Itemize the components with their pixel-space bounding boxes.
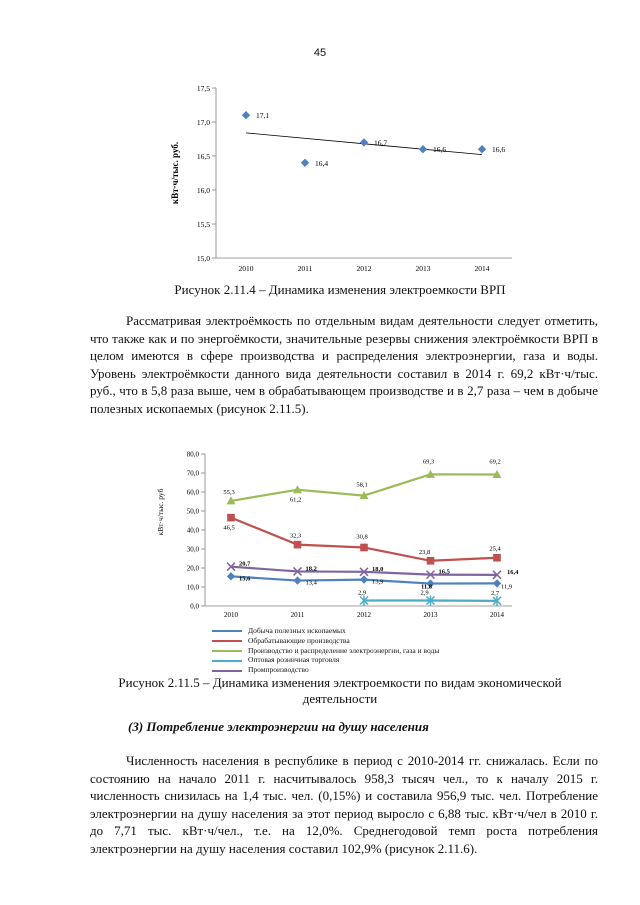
legend-swatch — [212, 656, 242, 665]
page-number: 45 — [313, 47, 327, 59]
data-point — [227, 514, 235, 522]
x-tick-label: 2013 — [415, 264, 431, 273]
data-point — [360, 575, 368, 583]
legend-line — [212, 660, 242, 662]
data-point — [227, 572, 235, 580]
x-tick-label: 2013 — [423, 611, 438, 619]
y-tick-label: 10,0 — [186, 583, 199, 592]
data-point — [493, 554, 501, 562]
data-label: 2,9 — [357, 589, 367, 597]
data-label: 16,6 — [433, 145, 447, 155]
data-label: 25,4 — [489, 545, 501, 553]
legend-line — [212, 670, 242, 672]
data-point — [493, 579, 501, 587]
paragraph-population-consumption: Численность населения в республике в период с 2010-2014 гг. снижалась. Если по состоянию на начало 2011 г. насчитывалось 958,3 тысяч чел., то к началу 2015 г. численность снизилась на 1,4 тыс. чел. (0,15%) и составила 956,9 тыс. чел. Потребление электроэнергии на душу населения за этот период выросло с 6,88 тыс. кВт·ч/чел в 2010 г. до 7,71 тыс. кВт·ч/чел., т.е. на 12,0%. Среднегодовой темп роста потребления электроэнергии на душу населения составил 102,9% (рисунок 2.11.6). — [90, 753, 598, 856]
legend-item — [212, 655, 512, 665]
y-tick-label: 20,0 — [186, 564, 199, 573]
data-label: 13,4 — [305, 579, 317, 587]
legend-item — [212, 646, 512, 656]
legend-item — [212, 636, 512, 646]
y-tick-label: 40,0 — [186, 526, 199, 535]
data-label: 23,8 — [418, 548, 431, 556]
x-tick-label: 2014 — [474, 264, 490, 273]
y-tick-label: 30,0 — [186, 545, 199, 554]
legend-swatch — [212, 666, 242, 675]
data-label: 16,6 — [492, 145, 506, 155]
y-tick-label: 15,0 — [196, 254, 210, 263]
y-tick-label: 16,0 — [196, 186, 210, 195]
legend-line — [212, 630, 242, 632]
data-point — [294, 541, 302, 549]
data-label: 16,4 — [315, 158, 329, 168]
legend-item — [212, 665, 512, 675]
data-label: 61,2 — [289, 496, 302, 504]
data-label: 13,9 — [372, 578, 384, 586]
data-label: 69,2 — [489, 458, 501, 466]
legend-label: Обрабатывающие производства — [248, 635, 350, 645]
y-tick-label: 17,0 — [196, 118, 210, 127]
y-tick-label: 16,5 — [196, 152, 210, 161]
data-label: 11,9 — [501, 583, 513, 591]
legend-swatch — [212, 626, 242, 635]
legend-line — [212, 640, 242, 642]
data-label: 16,7 — [374, 138, 388, 148]
data-label: 15,6 — [239, 575, 251, 583]
data-label: 69,3 — [422, 458, 435, 466]
data-label: 55,3 — [223, 488, 235, 496]
x-tick-label: 2012 — [356, 264, 372, 273]
legend-label: Добыча полезных ископаемых — [248, 626, 346, 635]
y-axis-label: кВт·ч/тыс. руб — [156, 488, 165, 536]
figure-caption-2-11-5 — [90, 675, 590, 707]
x-tick-label: 2011 — [290, 611, 305, 619]
data-label: 32,3 — [289, 532, 302, 540]
legend-item — [212, 626, 512, 636]
y-tick-label: 70,0 — [186, 469, 199, 478]
data-label: 2,9 — [420, 589, 429, 597]
data-label: 16,5 — [438, 568, 450, 576]
data-label: 18,0 — [372, 565, 384, 573]
data-point — [427, 557, 435, 565]
legend-swatch — [212, 646, 242, 655]
figure-caption-2-11-5-line1: Рисунок 2.11.5 – Динамика изменения электроемкости по видам экономической — [118, 675, 562, 690]
legend-label: Оптовая розничная торговля — [248, 655, 340, 665]
legend-line — [212, 650, 242, 652]
y-tick-label: 80,0 — [186, 450, 199, 459]
data-label: 17,1 — [256, 111, 270, 121]
data-label: 11,8 — [420, 583, 433, 591]
data-label: 16,4 — [507, 568, 519, 576]
data-label: 58,1 — [356, 481, 368, 489]
data-label: 30,8 — [356, 533, 368, 541]
data-label: 2,7 — [490, 589, 500, 597]
x-tick-label: 2011 — [297, 264, 313, 273]
y-tick-label: 60,0 — [186, 488, 199, 497]
x-tick-label: 2012 — [357, 611, 371, 619]
y-tick-label: 15,5 — [196, 220, 210, 229]
legend-swatch — [212, 636, 242, 645]
figure-caption-2-11-5-line2: деятельности — [302, 691, 378, 706]
data-point — [293, 576, 301, 584]
chart-legend — [212, 626, 512, 675]
y-axis-label: кВт·ч/тыс. руб. — [170, 141, 180, 205]
figure-caption-2-11-4: Рисунок 2.11.4 – Динамика изменения электроемкости ВРП — [174, 282, 506, 297]
data-label: 20,7 — [239, 560, 251, 568]
x-tick-label: 2014 — [490, 611, 504, 619]
y-tick-label: 0,0 — [190, 602, 199, 611]
paragraph-electro-intensity: Рассматривая электроёмкость по отдельным видам деятельности следует отметить, что также как и по энергоёмкости, значительные резервы снижения электроёмкости ВРП в целом имеются в сфере производства и распределения электроэнергии, газа и воды. Уровень электроёмкости данного вида деятельности составил в 2014 г. 69,2 кВт·ч/тыс. руб., что в 5,8 раза выше, чем в обрабатывающем производстве и в 2,7 раза – чем в добыче полезных ископаемых (рисунок 2.11.5). — [90, 313, 598, 416]
data-label: 18,2 — [305, 565, 317, 573]
x-tick-label: 2010 — [224, 611, 238, 619]
legend-label: Производство и распределение электроэнергии, газа и воды — [248, 645, 440, 655]
section-heading: (3) Потребление электроэнергии на душу населения — [128, 719, 429, 734]
y-tick-label: 50,0 — [186, 507, 199, 516]
legend-label: Промпроизводство — [248, 665, 309, 675]
y-tick-label: 17,5 — [196, 84, 210, 93]
data-label: 46,5 — [223, 524, 235, 532]
x-tick-label: 2010 — [238, 264, 254, 273]
data-point — [360, 544, 368, 552]
